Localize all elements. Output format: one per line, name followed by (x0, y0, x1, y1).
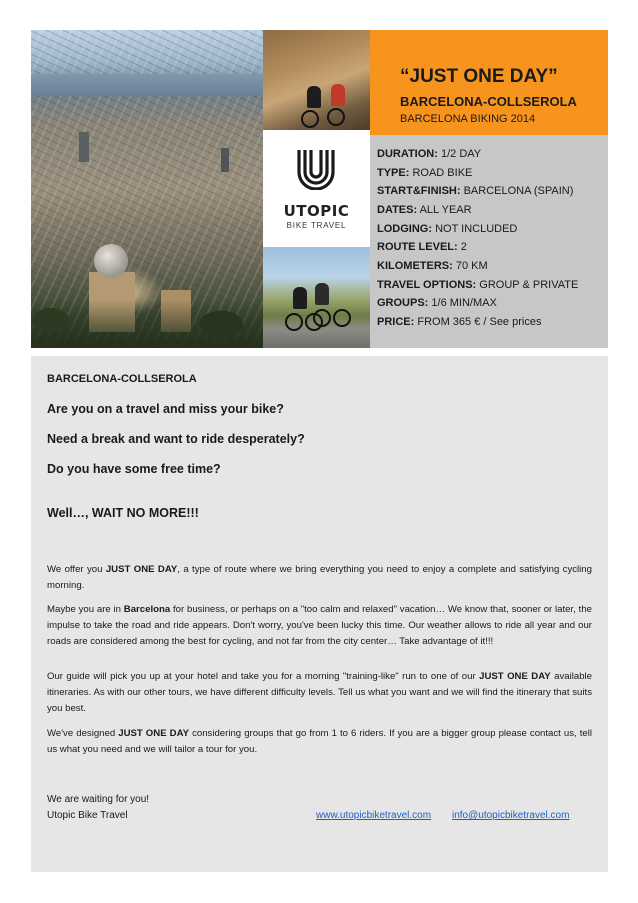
cyclists-village-photo (263, 30, 370, 130)
bike-wheel (313, 309, 331, 327)
foreground-trees (31, 300, 263, 348)
closing-line: We are waiting for you! (47, 794, 150, 805)
cyclist-figure (307, 86, 321, 108)
paragraph-guide: Our guide will pick you up at your hotel and take you for a morning "training-like" run to one of our JUST ONE DAY available itineraries. As with our other tours, we have different difficulty levels. Tell us what you want and we will find the itinerary that suits you best. (47, 671, 592, 714)
spec-groups: GROUPS: 1/6 MIN/MAX (377, 297, 497, 309)
observatory-dome (94, 244, 128, 278)
barcelona-city-photo (31, 30, 263, 348)
paragraph-offer: We offer you JUST ONE DAY, a type of route where we bring everything you need to enjoy a complete and satisfying cycling morning. (47, 564, 592, 591)
spec-travel-options: TRAVEL OPTIONS: GROUP & PRIVATE (377, 279, 579, 291)
logo-tagline: BIKE TRAVEL (286, 221, 347, 230)
email-link[interactable]: info@utopicbiketravel.com (452, 810, 570, 821)
spec-lodging: LODGING: NOT INCLUDED (377, 223, 518, 235)
spec-route-level: ROUTE LEVEL: 2 (377, 241, 467, 253)
title-block (370, 30, 608, 135)
route-name: BARCELONA-COLLSEROLA (400, 94, 577, 109)
cyclist-figure (293, 287, 307, 309)
bike-wheel (301, 110, 319, 128)
cyclist-figure (315, 283, 329, 305)
bike-wheel (327, 108, 345, 126)
signature: Utopic Bike Travel (47, 810, 128, 821)
paragraph-barcelona: Maybe you are in Barcelona for business, or perhaps on a "too calm and relaxed" vacation… We know that, sooner or later, the impulse to take the road and ride appears. Don't worry, you've been lucky this time. Our weather allows to ride all year and our roads are considered among the best for cycling, and not far from the city center… Take advantage of it!!! (47, 604, 592, 647)
program-name: BARCELONA BIKING 2014 (400, 113, 536, 125)
highrise-building (79, 132, 89, 162)
u-logo-icon (297, 150, 335, 190)
section-heading: BARCELONA-COLLSEROLA (47, 373, 197, 385)
utopic-logo (263, 130, 370, 247)
highrise-building (221, 148, 229, 172)
bike-wheel (285, 313, 303, 331)
spec-start-finish: START&FINISH: BARCELONA (SPAIN) (377, 185, 574, 197)
description-panel (31, 356, 608, 872)
sea-area (31, 74, 263, 96)
cyclists-road-photo (263, 247, 370, 348)
spec-price: PRICE: FROM 365 € / See prices (377, 316, 542, 328)
question-2: Need a break and want to ride desperately? (47, 432, 305, 446)
page-title: “JUST ONE DAY” (400, 66, 558, 87)
question-1: Are you on a travel and miss your bike? (47, 402, 284, 416)
trip-specs (370, 135, 608, 348)
spec-duration: DURATION: 1/2 DAY (377, 148, 482, 160)
cyclist-figure (331, 84, 345, 106)
spec-kilometers: KILOMETERS: 70 KM (377, 260, 488, 272)
spec-dates: DATES: ALL YEAR (377, 204, 472, 216)
paragraph-groups: We've designed JUST ONE DAY considering groups that go from 1 to 6 riders. If you are a bigger group please contact us, tell us what you need and we will tailor a tour for you. (47, 728, 592, 755)
question-3: Do you have some free time? (47, 462, 221, 476)
logo-name: UTOPIC (283, 202, 350, 220)
callout: Well…, WAIT NO MORE!!! (47, 506, 199, 520)
bike-wheel (333, 309, 351, 327)
website-link[interactable]: www.utopicbiketravel.com (316, 810, 432, 821)
spec-type: TYPE: ROAD BIKE (377, 167, 473, 179)
